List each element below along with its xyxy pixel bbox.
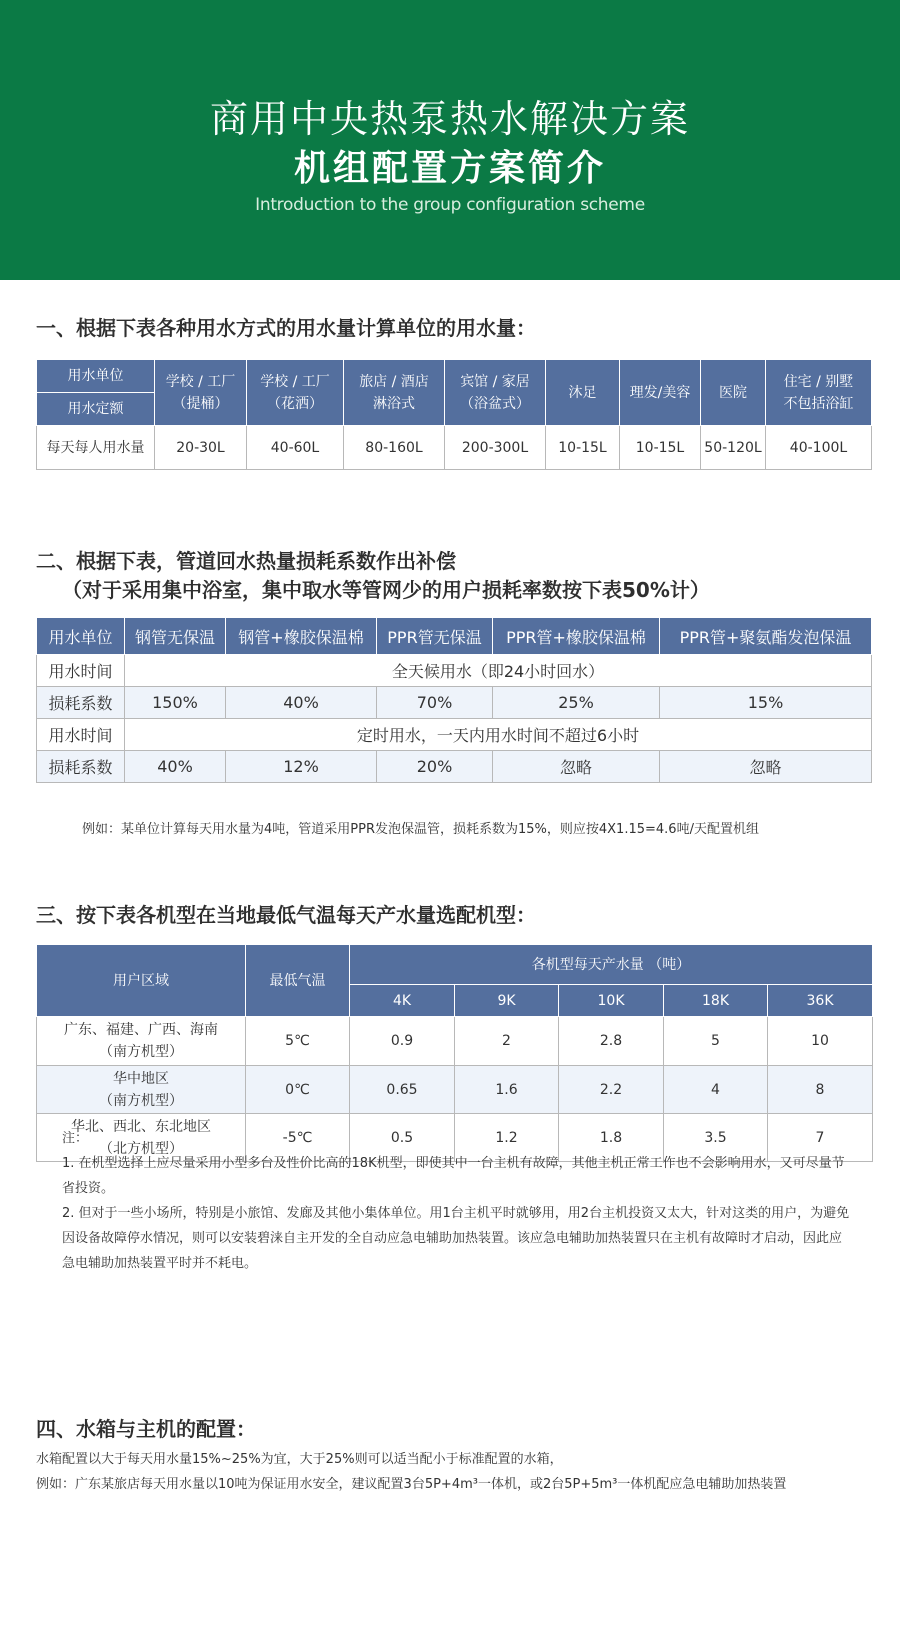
model-header: 4K xyxy=(350,985,455,1017)
header-cell: 沐足 xyxy=(546,360,620,426)
value-cell: 8 xyxy=(768,1066,873,1114)
time-value: 定时用水，一天内用水时间不超过6小时 xyxy=(125,719,872,751)
value-cell: 7 xyxy=(768,1114,873,1162)
header-unit: 用水单位 xyxy=(37,360,155,393)
region-cell: 广东、福建、广西、海南 （南方机型） xyxy=(37,1017,246,1066)
time-value: 全天候用水（即24小时回水） xyxy=(125,655,872,687)
header-temp: 最低气温 xyxy=(246,945,350,1017)
notes-block xyxy=(62,1126,852,1276)
loss-cell: 40% xyxy=(226,687,377,719)
header-cell: 学校 / 工厂 （花洒） xyxy=(247,360,344,426)
header-cell: 旅店 / 酒店 淋浴式 xyxy=(344,360,445,426)
header-cell: PPR管+聚氨酯发泡保温 xyxy=(660,618,872,655)
banner-subtitle: 机组配置方案简介 xyxy=(293,148,606,189)
loss-label: 损耗系数 xyxy=(37,687,125,719)
heat-loss-table xyxy=(36,617,872,783)
row-label: 每天每人用水量 xyxy=(37,426,155,470)
temp-cell: 0℃ xyxy=(246,1066,350,1114)
notes-title: 注： xyxy=(62,1131,89,1146)
value-cell: 50-120L xyxy=(701,426,766,470)
value-cell: 0.65 xyxy=(350,1066,455,1114)
region-cell: 华中地区 （南方机型） xyxy=(37,1066,246,1114)
value-cell: 0.9 xyxy=(350,1017,455,1066)
model-header: 36K xyxy=(768,985,873,1017)
value-cell: 3.5 xyxy=(664,1114,768,1162)
header-cell: 学校 / 工厂 （提桶） xyxy=(155,360,247,426)
temp-cell: 5℃ xyxy=(246,1017,350,1066)
value-cell: 1.6 xyxy=(455,1066,559,1114)
banner-english-subtitle: Introduction to the group configuration scheme xyxy=(255,195,645,215)
region-cell: 华北、西北、东北地区 （北方机型） xyxy=(37,1114,246,1162)
section4-title: 四、水箱与主机的配置： xyxy=(36,1417,256,1441)
model-header: 10K xyxy=(559,985,664,1017)
note-2: 2. 但对于一些小场所，特别是小旅馆、发廊及其他小集体单位。用1台主机平时就够用，用2台主机投资又太大，针对这类的用户，为避免因设备故障停水情况，则可以安装碧涞自主开发的全自动应急电辅助加热装置。该应急电辅助加热装置只在主机有故障时才启动，因此应急电辅助加热装置平时并不耗电。 xyxy=(62,1206,850,1271)
loss-cell: 150% xyxy=(125,687,226,719)
loss-cell: 12% xyxy=(226,751,377,783)
water-usage-table xyxy=(36,359,872,470)
header-cell: 理发/美容 xyxy=(620,360,701,426)
example-note: 例如：某单位计算每天用水量为4吨，管道采用PPR发泡保温管，损耗系数为15%，则应按4X1.15=4.6吨/天配置机组 xyxy=(82,822,759,837)
loss-cell: 20% xyxy=(377,751,493,783)
note-1: 1. 在机型选择上应尽量采用小型多台及性价比高的18K机型，即使其中一台主机有故障，其他主机正常工作也不会影响用水，又可尽量节省投资。 xyxy=(62,1156,845,1196)
loss-cell: 25% xyxy=(493,687,660,719)
section2-title: 二、根据下表，管道回水热量损耗系数作出补偿 （对于采用集中浴室，集中取水等管网少的用户损耗率数按下表50%计） xyxy=(36,549,710,602)
header-cell: 宾馆 / 家居 （浴盆式） xyxy=(445,360,546,426)
value-cell: 0.5 xyxy=(350,1114,455,1162)
header-quota: 用水定额 xyxy=(37,393,155,426)
header-cell: 用水单位 xyxy=(37,618,125,655)
value-cell: 200-300L xyxy=(445,426,546,470)
loss-cell: 忽略 xyxy=(660,751,872,783)
loss-cell: 忽略 xyxy=(493,751,660,783)
loss-cell: 15% xyxy=(660,687,872,719)
value-cell: 2 xyxy=(455,1017,559,1066)
value-cell: 10-15L xyxy=(546,426,620,470)
header-cell: PPR管无保温 xyxy=(377,618,493,655)
section4-body xyxy=(36,1447,876,1497)
header-output: 各机型每天产水量 （吨） xyxy=(350,945,873,985)
value-cell: 5 xyxy=(664,1017,768,1066)
header-cell: PPR管+橡胶保温棉 xyxy=(493,618,660,655)
model-header: 9K xyxy=(455,985,559,1017)
value-cell: 20-30L xyxy=(155,426,247,470)
section1-title: 一、根据下表各种用水方式的用水量计算单位的用水量： xyxy=(36,316,536,340)
time-label: 用水时间 xyxy=(37,655,125,687)
loss-label: 损耗系数 xyxy=(37,751,125,783)
section4-line-1: 水箱配置以大于每天用水量15%~25%为宜，大于25%则可以适当配小于标准配置的水箱， xyxy=(36,1452,563,1467)
value-cell: 1.8 xyxy=(559,1114,664,1162)
value-cell: 80-160L xyxy=(344,426,445,470)
header-cell: 住宅 / 别墅 不包括浴缸 xyxy=(766,360,872,426)
header-cell: 钢管无保温 xyxy=(125,618,226,655)
value-cell: 2.2 xyxy=(559,1066,664,1114)
section4-line-2: 例如：广东某旅店每天用水量以10吨为保证用水安全，建议配置3台5P+4m³一体机，或2台5P+5m³一体机配应急电辅助加热装置 xyxy=(36,1477,787,1492)
loss-cell: 70% xyxy=(377,687,493,719)
value-cell: 40-100L xyxy=(766,426,872,470)
header-cell: 钢管+橡胶保温棉 xyxy=(226,618,377,655)
value-cell: 2.8 xyxy=(559,1017,664,1066)
header-region: 用户区域 xyxy=(37,945,246,1017)
value-cell: 4 xyxy=(664,1066,768,1114)
value-cell: 10-15L xyxy=(620,426,701,470)
temp-cell: -5℃ xyxy=(246,1114,350,1162)
header-banner xyxy=(0,0,900,280)
model-header: 18K xyxy=(664,985,768,1017)
banner-title: 商用中央热泵热水解决方案 xyxy=(209,97,690,141)
value-cell: 10 xyxy=(768,1017,873,1066)
header-cell: 医院 xyxy=(701,360,766,426)
value-cell: 1.2 xyxy=(455,1114,559,1162)
time-label: 用水时间 xyxy=(37,719,125,751)
loss-cell: 40% xyxy=(125,751,226,783)
value-cell: 40-60L xyxy=(247,426,344,470)
section3-title: 三、按下表各机型在当地最低气温每天产水量选配机型： xyxy=(36,903,536,927)
